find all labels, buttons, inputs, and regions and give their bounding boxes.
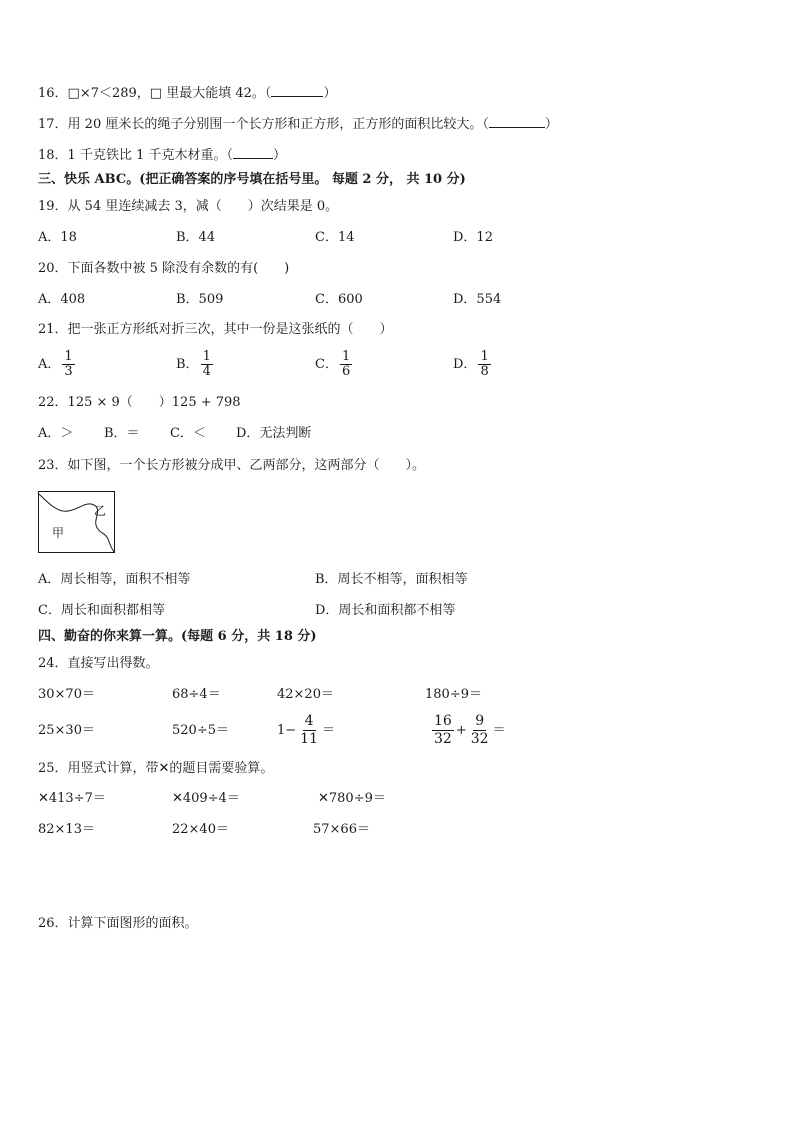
- question-25-stem: 25．用竖式计算，带✕的题目需要验算。: [38, 761, 274, 776]
- fraction-denominator: 6: [341, 364, 351, 379]
- question-19-stem: 19．从 54 里连续减去 3，减（ ）次结果是 0。: [38, 199, 339, 214]
- calc-item: ✕413÷7＝: [38, 791, 106, 806]
- fraction: [340, 350, 352, 379]
- calc-item: 22×40＝: [172, 822, 229, 837]
- question-18-close: ）: [272, 148, 286, 163]
- calc-item: 68÷4＝: [172, 687, 221, 702]
- plus-sign: +: [455, 723, 467, 738]
- question-20-stem: 20．下面各数中被 5 除没有余数的有( ): [38, 261, 290, 276]
- question-17-text: 17．用 20 厘米长的绳子分别围一个长方形和正方形，正方形的面积比较大。（: [38, 117, 489, 132]
- fraction: [298, 713, 320, 748]
- fraction-numerator: 1: [341, 349, 351, 364]
- q23-option-b[interactable]: B．周长不相等，面积相等: [315, 572, 468, 587]
- q20-option-d[interactable]: D．554: [453, 292, 502, 307]
- q20-option-b[interactable]: B．509: [176, 292, 224, 307]
- fraction-numerator: 1: [202, 349, 211, 364]
- calc-item-fraction-2: [430, 713, 506, 748]
- question-18-text: 18．1 千克铁比 1 千克木材重。（: [38, 148, 233, 163]
- q22-option-c[interactable]: C．＜: [170, 426, 206, 441]
- question-18: [38, 146, 286, 165]
- q21-option-a-label: A．: [38, 357, 61, 372]
- fraction-denominator: 11: [300, 731, 318, 747]
- fraction: [62, 350, 74, 379]
- answer-blank-16[interactable]: [271, 84, 323, 97]
- calc-prefix: 1−: [277, 723, 297, 738]
- calc-item: 25×30＝: [38, 723, 95, 738]
- question-21-stem: 21．把一张正方形纸对折三次，其中一份是这张纸的（ ）: [38, 322, 393, 337]
- q21-option-c-label: C．: [315, 357, 338, 372]
- q19-option-c[interactable]: C．14: [315, 230, 355, 245]
- q22-option-a[interactable]: A．＞: [38, 426, 74, 441]
- fraction: [469, 713, 491, 748]
- calc-item: 82×13＝: [38, 822, 95, 837]
- q21-option-c[interactable]: [315, 350, 354, 379]
- calc-equals: ＝: [492, 723, 506, 738]
- fraction-numerator: 1: [480, 349, 489, 364]
- question-17-close: ）: [544, 117, 558, 132]
- q22-option-d[interactable]: D．无法判断: [236, 426, 312, 441]
- question-16-close: ）: [323, 86, 337, 101]
- q23-option-d[interactable]: D．周长和面积都不相等: [315, 603, 456, 618]
- q21-option-d-label: D．: [453, 357, 477, 372]
- answer-blank-17[interactable]: [489, 115, 545, 128]
- calc-item-fraction-1: [277, 713, 335, 748]
- calc-item: 30×70＝: [38, 687, 95, 702]
- question-16-text: 16．□×7＜289，□ 里最大能填 42。（: [38, 86, 272, 101]
- fraction-numerator: 16: [434, 713, 452, 729]
- region-yi-label: 乙: [94, 504, 107, 518]
- q23-option-c[interactable]: C．周长和面积都相等: [38, 603, 165, 618]
- q20-option-a[interactable]: A．408: [38, 292, 86, 307]
- fraction-numerator: 9: [475, 713, 485, 729]
- calc-item: 57×66＝: [313, 822, 370, 837]
- question-26-stem: 26．计算下面图形的面积。: [38, 916, 198, 931]
- fraction-numerator: 1: [64, 349, 73, 364]
- fraction: [478, 350, 490, 379]
- calc-item: ✕780÷9＝: [318, 791, 386, 806]
- calc-item: 180÷9＝: [425, 687, 482, 702]
- q22-option-b[interactable]: B．＝: [104, 426, 140, 441]
- question-17: [38, 115, 558, 134]
- fraction-denominator: 32: [470, 731, 489, 747]
- calc-item: 520÷5＝: [172, 723, 229, 738]
- calc-equals: ＝: [322, 723, 336, 738]
- fraction-denominator: 4: [202, 364, 211, 379]
- fraction-denominator: 3: [64, 364, 73, 379]
- question-22-stem: 22．125 × 9（ ）125 + 798: [38, 395, 241, 410]
- question-24-stem: 24．直接写出得数。: [38, 656, 159, 671]
- q21-option-b[interactable]: [176, 350, 215, 379]
- q21-option-d[interactable]: [453, 350, 493, 379]
- calc-item: 42×20＝: [277, 687, 334, 702]
- q21-option-b-label: B．: [176, 357, 199, 372]
- answer-blank-18[interactable]: [233, 146, 273, 159]
- fraction: [201, 350, 213, 379]
- q19-option-b[interactable]: B．44: [176, 230, 216, 245]
- calc-item: ✕409÷4＝: [172, 791, 240, 806]
- fraction-denominator: 8: [480, 364, 489, 379]
- fraction-denominator: 32: [434, 731, 452, 747]
- question-23-stem: 23．如下图，一个长方形被分成甲、乙两部分，这两部分（ ）。: [38, 458, 426, 473]
- fraction-numerator: 4: [304, 713, 314, 729]
- q19-option-a[interactable]: A．18: [38, 230, 77, 245]
- fraction: [432, 713, 454, 748]
- q23-option-a[interactable]: A．周长相等，面积不相等: [38, 572, 191, 587]
- rectangle-diagram: [38, 491, 116, 554]
- q20-option-c[interactable]: C．600: [315, 292, 363, 307]
- region-jia-label: 甲: [52, 526, 65, 540]
- q19-option-d[interactable]: D．12: [453, 230, 493, 245]
- section-3-heading: 三、快乐 ABC。(把正确答案的序号填在括号里。 每题 2 分， 共 10 分): [38, 172, 466, 187]
- question-16: [38, 84, 336, 103]
- q21-option-a[interactable]: [38, 350, 77, 379]
- section-4-heading: 四、勤奋的你来算一算。(每题 6 分，共 18 分): [38, 629, 317, 644]
